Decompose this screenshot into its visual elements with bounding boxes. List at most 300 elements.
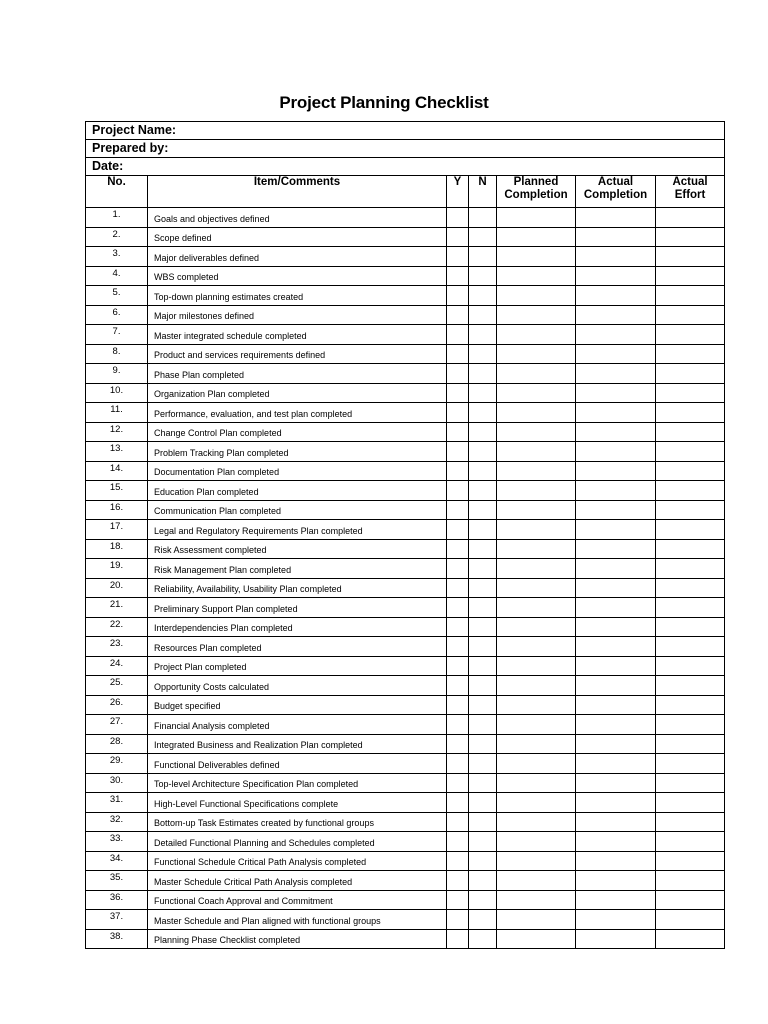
- item-comments[interactable]: Major deliverables defined: [148, 247, 447, 267]
- planned-completion-cell[interactable]: [497, 890, 576, 910]
- n-cell[interactable]: [469, 890, 497, 910]
- item-number: 4.: [86, 266, 148, 286]
- planned-completion-cell[interactable]: [497, 578, 576, 598]
- planned-completion-cell[interactable]: [497, 383, 576, 403]
- item-number: 37.: [86, 910, 148, 930]
- y-cell[interactable]: [447, 851, 469, 871]
- actual-completion-cell[interactable]: [576, 442, 656, 462]
- table-row: [86, 695, 725, 715]
- y-cell[interactable]: [447, 481, 469, 501]
- item-number: 15.: [86, 481, 148, 501]
- item-comments[interactable]: Master Schedule and Plan aligned with functional groups: [148, 910, 447, 930]
- actual-completion-cell[interactable]: [576, 383, 656, 403]
- actual-completion-cell[interactable]: [576, 832, 656, 852]
- item-comments[interactable]: Major milestones defined: [148, 305, 447, 325]
- item-number: 28.: [86, 734, 148, 754]
- item-comments[interactable]: Organization Plan completed: [148, 383, 447, 403]
- item-comments[interactable]: Planning Phase Checklist completed: [148, 929, 447, 949]
- y-cell[interactable]: [447, 910, 469, 930]
- n-cell[interactable]: [469, 578, 497, 598]
- actual-effort-cell[interactable]: [656, 461, 725, 481]
- actual-effort-cell[interactable]: [656, 910, 725, 930]
- table-row: [86, 890, 725, 910]
- y-cell[interactable]: [447, 403, 469, 423]
- actual-effort-cell[interactable]: [656, 715, 725, 735]
- table-row: [86, 539, 725, 559]
- header-item-comments: Item/Comments: [148, 176, 447, 208]
- actual-completion-cell[interactable]: [576, 403, 656, 423]
- y-cell[interactable]: [447, 364, 469, 384]
- planned-completion-cell[interactable]: [497, 422, 576, 442]
- actual-effort-cell[interactable]: [656, 617, 725, 637]
- actual-completion-cell[interactable]: [576, 500, 656, 520]
- n-cell[interactable]: [469, 539, 497, 559]
- table-row: [86, 676, 725, 696]
- planned-completion-cell[interactable]: [497, 247, 576, 267]
- actual-completion-cell[interactable]: [576, 617, 656, 637]
- y-cell[interactable]: [447, 266, 469, 286]
- planned-completion-cell[interactable]: [497, 832, 576, 852]
- n-cell[interactable]: [469, 734, 497, 754]
- item-number: 19.: [86, 559, 148, 579]
- header-actual-completion: Actual Completion: [576, 176, 656, 208]
- y-cell[interactable]: [447, 383, 469, 403]
- planned-completion-cell[interactable]: [497, 461, 576, 481]
- table-row: [86, 247, 725, 267]
- item-number: 18.: [86, 539, 148, 559]
- n-cell[interactable]: [469, 871, 497, 891]
- actual-completion-cell[interactable]: [576, 734, 656, 754]
- planned-completion-cell[interactable]: [497, 676, 576, 696]
- actual-effort-cell[interactable]: [656, 559, 725, 579]
- y-cell[interactable]: [447, 539, 469, 559]
- item-comments[interactable]: Reliability, Availability, Usability Plan completed: [148, 578, 447, 598]
- y-cell[interactable]: [447, 286, 469, 306]
- item-comments[interactable]: Functional Coach Approval and Commitment: [148, 890, 447, 910]
- table-row: [86, 871, 725, 891]
- table-row: [86, 305, 725, 325]
- y-cell[interactable]: [447, 715, 469, 735]
- n-cell[interactable]: [469, 208, 497, 228]
- item-comments[interactable]: Master integrated schedule completed: [148, 325, 447, 345]
- planned-completion-cell[interactable]: [497, 871, 576, 891]
- y-cell[interactable]: [447, 598, 469, 618]
- n-cell[interactable]: [469, 832, 497, 852]
- planned-completion-cell[interactable]: [497, 539, 576, 559]
- actual-effort-cell[interactable]: [656, 403, 725, 423]
- actual-completion-cell[interactable]: [576, 676, 656, 696]
- item-number: 26.: [86, 695, 148, 715]
- y-cell[interactable]: [447, 442, 469, 462]
- item-number: 1.: [86, 208, 148, 228]
- item-comments[interactable]: Preliminary Support Plan completed: [148, 598, 447, 618]
- actual-effort-cell[interactable]: [656, 500, 725, 520]
- actual-completion-cell[interactable]: [576, 247, 656, 267]
- table-row: [86, 461, 725, 481]
- table-row: [86, 520, 725, 540]
- checklist-table: [85, 121, 725, 949]
- item-comments[interactable]: Risk Assessment completed: [148, 539, 447, 559]
- item-comments[interactable]: Resources Plan completed: [148, 637, 447, 657]
- actual-effort-cell[interactable]: [656, 442, 725, 462]
- item-number: 35.: [86, 871, 148, 891]
- actual-effort-cell[interactable]: [656, 383, 725, 403]
- n-cell[interactable]: [469, 266, 497, 286]
- actual-effort-cell[interactable]: [656, 344, 725, 364]
- actual-effort-cell[interactable]: [656, 286, 725, 306]
- table-row: [86, 344, 725, 364]
- item-number: 3.: [86, 247, 148, 267]
- planned-completion-cell[interactable]: [497, 208, 576, 228]
- actual-effort-cell[interactable]: [656, 754, 725, 774]
- y-cell[interactable]: [447, 344, 469, 364]
- actual-completion-cell[interactable]: [576, 559, 656, 579]
- planned-completion-cell[interactable]: [497, 910, 576, 930]
- n-cell[interactable]: [469, 773, 497, 793]
- n-cell[interactable]: [469, 754, 497, 774]
- y-cell[interactable]: [447, 617, 469, 637]
- n-cell[interactable]: [469, 559, 497, 579]
- item-comments[interactable]: Detailed Functional Planning and Schedules completed: [148, 832, 447, 852]
- planned-completion-cell[interactable]: [497, 227, 576, 247]
- actual-effort-cell[interactable]: [656, 325, 725, 345]
- planned-completion-cell[interactable]: [497, 656, 576, 676]
- actual-completion-cell[interactable]: [576, 461, 656, 481]
- actual-effort-cell[interactable]: [656, 520, 725, 540]
- y-cell[interactable]: [447, 929, 469, 949]
- item-comments[interactable]: Integrated Business and Realization Plan completed: [148, 734, 447, 754]
- item-number: 34.: [86, 851, 148, 871]
- actual-completion-cell[interactable]: [576, 325, 656, 345]
- table-row: [86, 208, 725, 228]
- actual-effort-cell[interactable]: [656, 734, 725, 754]
- actual-completion-cell[interactable]: [576, 637, 656, 657]
- actual-completion-cell[interactable]: [576, 481, 656, 501]
- actual-completion-cell[interactable]: [576, 871, 656, 891]
- y-cell[interactable]: [447, 305, 469, 325]
- item-comments[interactable]: Scope defined: [148, 227, 447, 247]
- item-comments[interactable]: Problem Tracking Plan completed: [148, 442, 447, 462]
- n-cell[interactable]: [469, 929, 497, 949]
- planned-completion-cell[interactable]: [497, 754, 576, 774]
- y-cell[interactable]: [447, 656, 469, 676]
- n-cell[interactable]: [469, 247, 497, 267]
- table-row: [86, 383, 725, 403]
- table-row: [86, 500, 725, 520]
- planned-completion-cell[interactable]: [497, 812, 576, 832]
- item-comments[interactable]: Functional Deliverables defined: [148, 754, 447, 774]
- item-number: 29.: [86, 754, 148, 774]
- header-actual-effort: Actual Effort: [656, 176, 725, 208]
- actual-effort-cell[interactable]: [656, 695, 725, 715]
- item-number: 5.: [86, 286, 148, 306]
- item-number: 36.: [86, 890, 148, 910]
- table-row: [86, 851, 725, 871]
- planned-completion-cell[interactable]: [497, 344, 576, 364]
- n-cell[interactable]: [469, 500, 497, 520]
- planned-completion-cell[interactable]: [497, 793, 576, 813]
- prepared-by-row: [86, 140, 725, 158]
- planned-completion-cell[interactable]: [497, 266, 576, 286]
- planned-completion-cell[interactable]: [497, 559, 576, 579]
- planned-completion-cell[interactable]: [497, 286, 576, 306]
- actual-completion-cell[interactable]: [576, 929, 656, 949]
- n-cell[interactable]: [469, 656, 497, 676]
- n-cell[interactable]: [469, 910, 497, 930]
- actual-completion-cell[interactable]: [576, 715, 656, 735]
- n-cell[interactable]: [469, 851, 497, 871]
- item-comments[interactable]: Bottom-up Task Estimates created by functional groups: [148, 812, 447, 832]
- y-cell[interactable]: [447, 676, 469, 696]
- table-row: [86, 227, 725, 247]
- item-number: 21.: [86, 598, 148, 618]
- item-number: 25.: [86, 676, 148, 696]
- y-cell[interactable]: [447, 422, 469, 442]
- actual-effort-cell[interactable]: [656, 656, 725, 676]
- item-comments[interactable]: Functional Schedule Critical Path Analysis completed: [148, 851, 447, 871]
- date-field[interactable]: Date:: [86, 158, 725, 176]
- planned-completion-cell[interactable]: [497, 403, 576, 423]
- item-number: 38.: [86, 929, 148, 949]
- actual-completion-cell[interactable]: [576, 344, 656, 364]
- n-cell[interactable]: [469, 598, 497, 618]
- n-cell[interactable]: [469, 383, 497, 403]
- item-comments[interactable]: Performance, evaluation, and test plan completed: [148, 403, 447, 423]
- n-cell[interactable]: [469, 461, 497, 481]
- n-cell[interactable]: [469, 812, 497, 832]
- actual-completion-cell[interactable]: [576, 364, 656, 384]
- y-cell[interactable]: [447, 227, 469, 247]
- table-row: [86, 617, 725, 637]
- n-cell[interactable]: [469, 305, 497, 325]
- actual-effort-cell[interactable]: [656, 422, 725, 442]
- actual-effort-cell[interactable]: [656, 208, 725, 228]
- item-comments[interactable]: Product and services requirements defined: [148, 344, 447, 364]
- actual-completion-cell[interactable]: [576, 812, 656, 832]
- planned-completion-cell[interactable]: [497, 695, 576, 715]
- actual-completion-cell[interactable]: [576, 695, 656, 715]
- actual-effort-cell[interactable]: [656, 266, 725, 286]
- y-cell[interactable]: [447, 695, 469, 715]
- item-comments[interactable]: Goals and objectives defined: [148, 208, 447, 228]
- table-row: [86, 286, 725, 306]
- y-cell[interactable]: [447, 734, 469, 754]
- date-row: [86, 158, 725, 176]
- item-number: 27.: [86, 715, 148, 735]
- actual-effort-cell[interactable]: [656, 812, 725, 832]
- y-cell[interactable]: [447, 812, 469, 832]
- item-comments[interactable]: Top-down planning estimates created: [148, 286, 447, 306]
- item-comments[interactable]: Top-level Architecture Specification Plan completed: [148, 773, 447, 793]
- actual-effort-cell[interactable]: [656, 578, 725, 598]
- item-number: 20.: [86, 578, 148, 598]
- n-cell[interactable]: [469, 676, 497, 696]
- column-header-row: [86, 176, 725, 208]
- n-cell[interactable]: [469, 286, 497, 306]
- item-comments[interactable]: High-Level Functional Specifications complete: [148, 793, 447, 813]
- planned-completion-cell[interactable]: [497, 325, 576, 345]
- n-cell[interactable]: [469, 344, 497, 364]
- table-row: [86, 929, 725, 949]
- planned-completion-cell[interactable]: [497, 598, 576, 618]
- n-cell[interactable]: [469, 403, 497, 423]
- actual-effort-cell[interactable]: [656, 539, 725, 559]
- y-cell[interactable]: [447, 890, 469, 910]
- item-comments[interactable]: Phase Plan completed: [148, 364, 447, 384]
- planned-completion-cell[interactable]: [497, 773, 576, 793]
- actual-effort-cell[interactable]: [656, 851, 725, 871]
- actual-completion-cell[interactable]: [576, 305, 656, 325]
- prepared-by-field[interactable]: Prepared by:: [86, 140, 725, 158]
- y-cell[interactable]: [447, 578, 469, 598]
- planned-completion-cell[interactable]: [497, 481, 576, 501]
- item-comments[interactable]: Documentation Plan completed: [148, 461, 447, 481]
- table-row: [86, 578, 725, 598]
- actual-effort-cell[interactable]: [656, 637, 725, 657]
- actual-effort-cell[interactable]: [656, 871, 725, 891]
- actual-effort-cell[interactable]: [656, 598, 725, 618]
- planned-completion-cell[interactable]: [497, 715, 576, 735]
- header-yes: Y: [447, 176, 469, 208]
- project-name-row: [86, 122, 725, 140]
- actual-completion-cell[interactable]: [576, 208, 656, 228]
- actual-completion-cell[interactable]: [576, 422, 656, 442]
- planned-completion-cell[interactable]: [497, 637, 576, 657]
- table-row: [86, 364, 725, 384]
- planned-completion-cell[interactable]: [497, 617, 576, 637]
- y-cell[interactable]: [447, 754, 469, 774]
- n-cell[interactable]: [469, 325, 497, 345]
- actual-completion-cell[interactable]: [576, 793, 656, 813]
- planned-completion-cell[interactable]: [497, 929, 576, 949]
- actual-completion-cell[interactable]: [576, 598, 656, 618]
- y-cell[interactable]: [447, 208, 469, 228]
- actual-completion-cell[interactable]: [576, 754, 656, 774]
- n-cell[interactable]: [469, 793, 497, 813]
- y-cell[interactable]: [447, 247, 469, 267]
- planned-completion-cell[interactable]: [497, 520, 576, 540]
- actual-effort-cell[interactable]: [656, 247, 725, 267]
- header-planned-completion: Planned Completion: [497, 176, 576, 208]
- item-comments[interactable]: Change Control Plan completed: [148, 422, 447, 442]
- planned-completion-cell[interactable]: [497, 500, 576, 520]
- table-row: [86, 637, 725, 657]
- actual-completion-cell[interactable]: [576, 656, 656, 676]
- actual-completion-cell[interactable]: [576, 266, 656, 286]
- table-row: [86, 754, 725, 774]
- item-number: 32.: [86, 812, 148, 832]
- planned-completion-cell[interactable]: [497, 364, 576, 384]
- n-cell[interactable]: [469, 422, 497, 442]
- n-cell[interactable]: [469, 442, 497, 462]
- n-cell[interactable]: [469, 637, 497, 657]
- table-row: [86, 734, 725, 754]
- item-comments[interactable]: Financial Analysis completed: [148, 715, 447, 735]
- table-row: [86, 442, 725, 462]
- planned-completion-cell[interactable]: [497, 734, 576, 754]
- item-comments[interactable]: Interdependencies Plan completed: [148, 617, 447, 637]
- y-cell[interactable]: [447, 500, 469, 520]
- actual-effort-cell[interactable]: [656, 929, 725, 949]
- y-cell[interactable]: [447, 871, 469, 891]
- table-row: [86, 481, 725, 501]
- item-number: 22.: [86, 617, 148, 637]
- n-cell[interactable]: [469, 364, 497, 384]
- y-cell[interactable]: [447, 520, 469, 540]
- item-comments[interactable]: Legal and Regulatory Requirements Plan completed: [148, 520, 447, 540]
- n-cell[interactable]: [469, 695, 497, 715]
- y-cell[interactable]: [447, 559, 469, 579]
- planned-completion-cell[interactable]: [497, 442, 576, 462]
- y-cell[interactable]: [447, 832, 469, 852]
- actual-effort-cell[interactable]: [656, 832, 725, 852]
- actual-completion-cell[interactable]: [576, 910, 656, 930]
- item-number: 12.: [86, 422, 148, 442]
- item-number: 23.: [86, 637, 148, 657]
- n-cell[interactable]: [469, 617, 497, 637]
- actual-completion-cell[interactable]: [576, 227, 656, 247]
- actual-effort-cell[interactable]: [656, 305, 725, 325]
- item-comments[interactable]: Master Schedule Critical Path Analysis completed: [148, 871, 447, 891]
- actual-completion-cell[interactable]: [576, 578, 656, 598]
- item-comments[interactable]: Risk Management Plan completed: [148, 559, 447, 579]
- item-comments[interactable]: Communication Plan completed: [148, 500, 447, 520]
- y-cell[interactable]: [447, 325, 469, 345]
- item-number: 7.: [86, 325, 148, 345]
- n-cell[interactable]: [469, 520, 497, 540]
- actual-effort-cell[interactable]: [656, 227, 725, 247]
- item-number: 31.: [86, 793, 148, 813]
- y-cell[interactable]: [447, 637, 469, 657]
- project-name-field[interactable]: Project Name:: [86, 122, 725, 140]
- planned-completion-cell[interactable]: [497, 305, 576, 325]
- n-cell[interactable]: [469, 481, 497, 501]
- item-comments[interactable]: Opportunity Costs calculated: [148, 676, 447, 696]
- item-comments[interactable]: WBS completed: [148, 266, 447, 286]
- item-comments[interactable]: Education Plan completed: [148, 481, 447, 501]
- item-comments[interactable]: Budget specified: [148, 695, 447, 715]
- actual-completion-cell[interactable]: [576, 890, 656, 910]
- planned-completion-cell[interactable]: [497, 851, 576, 871]
- actual-effort-cell[interactable]: [656, 364, 725, 384]
- actual-effort-cell[interactable]: [656, 481, 725, 501]
- actual-effort-cell[interactable]: [656, 890, 725, 910]
- table-row: [86, 910, 725, 930]
- item-comments[interactable]: Project Plan completed: [148, 656, 447, 676]
- actual-effort-cell[interactable]: [656, 793, 725, 813]
- n-cell[interactable]: [469, 227, 497, 247]
- table-row: [86, 325, 725, 345]
- item-number: 10.: [86, 383, 148, 403]
- actual-completion-cell[interactable]: [576, 520, 656, 540]
- actual-completion-cell[interactable]: [576, 773, 656, 793]
- n-cell[interactable]: [469, 715, 497, 735]
- actual-effort-cell[interactable]: [656, 773, 725, 793]
- actual-effort-cell[interactable]: [656, 676, 725, 696]
- y-cell[interactable]: [447, 461, 469, 481]
- y-cell[interactable]: [447, 773, 469, 793]
- item-number: 33.: [86, 832, 148, 852]
- table-row: [86, 403, 725, 423]
- item-number: 16.: [86, 500, 148, 520]
- header-no: No.: [86, 176, 148, 208]
- y-cell[interactable]: [447, 793, 469, 813]
- actual-completion-cell[interactable]: [576, 851, 656, 871]
- table-row: [86, 266, 725, 286]
- actual-completion-cell[interactable]: [576, 286, 656, 306]
- table-row: [86, 832, 725, 852]
- actual-completion-cell[interactable]: [576, 539, 656, 559]
